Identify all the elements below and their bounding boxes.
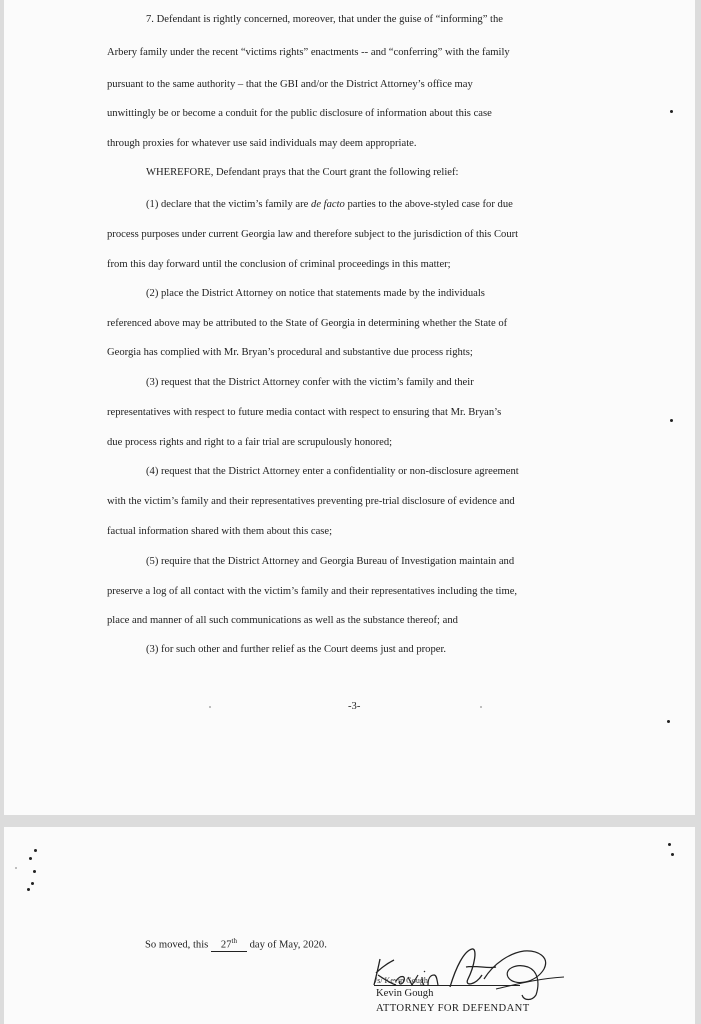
signature-line	[374, 985, 520, 986]
date-prefix: So moved, this	[145, 939, 209, 951]
relief-1-line-2: process purposes under current Georgia law and therefore subject to the jurisdiction of this Court	[107, 229, 519, 240]
relief-2-line-1: (2) place the District Attorney on notice that statements made by the individuals	[146, 288, 485, 299]
paragraph-7-line-4: unwittingly be or become a conduit for the public disclosure of information about this case	[107, 108, 492, 119]
scan-speck	[15, 867, 17, 869]
date-day-blank	[211, 936, 247, 952]
relief-1-text-b: parties to the above-styled case for due	[344, 199, 513, 210]
scan-speck	[670, 110, 673, 113]
date-day: 27	[220, 939, 232, 951]
relief-3-line-2: representatives with respect to future media contact with respect to ensuring that Mr. Bryan’s	[107, 407, 502, 418]
paragraph-7-line-3: pursuant to the same authority – that the GBI and/or the District Attorney’s office may	[107, 79, 473, 90]
date-line	[145, 936, 327, 952]
relief-5-line-3: place and manner of all such communications as well as the substance thereof; and	[107, 615, 458, 626]
relief-5-line-2: preserve a log of all contact with the victim’s family and their representatives including the time,	[107, 586, 518, 597]
relief-4-line-3: factual information shared with them about this case;	[107, 526, 333, 537]
scan-speck	[671, 853, 674, 856]
relief-2-line-3: Georgia has complied with Mr. Bryan’s procedural and substantive due process rights;	[107, 347, 473, 358]
relief-3-line-3: due process rights and right to a fair trial are scrupulously honored;	[107, 437, 393, 448]
relief-1-text-a: (1) declare that the victim’s family are	[146, 199, 312, 210]
scan-speck	[667, 720, 670, 723]
scan-speck	[670, 419, 673, 422]
wherefore-line: WHEREFORE, Defendant prays that the Court grant the following relief:	[146, 167, 459, 178]
scan-speck	[29, 857, 32, 860]
scan-speck	[27, 888, 30, 891]
scan-speck	[31, 882, 34, 885]
relief-6-line-1: (3) for such other and further relief as the Court deems just and proper.	[146, 644, 447, 655]
relief-4-line-2: with the victim’s family and their representatives preventing pre-trial disclosure of evidence and	[107, 496, 515, 507]
date-day-suffix: th	[231, 937, 237, 945]
relief-2-line-2: referenced above may be attributed to the State of Georgia in determining whether the State of	[107, 318, 508, 329]
relief-3-line-1: (3) request that the District Attorney confer with the victim’s family and their	[146, 377, 474, 388]
signer-title: ATTORNEY FOR DEFENDANT	[376, 1003, 530, 1014]
document-page-3	[4, 0, 695, 815]
scan-speck	[668, 843, 671, 846]
scan-speck	[33, 870, 36, 873]
relief-4-line-1: (4) request that the District Attorney enter a confidentiality or non-disclosure agreement	[146, 466, 519, 477]
scan-speck	[34, 849, 37, 852]
page-number: -3-	[348, 701, 361, 712]
paragraph-7-line-2: Arbery family under the recent “victims rights” enactments -- and “conferring” with the family	[107, 47, 510, 58]
signer-name: Kevin Gough	[376, 988, 434, 999]
relief-1-line-3: from this day forward until the conclusion of criminal proceedings in this matter;	[107, 259, 451, 270]
scan-speck	[209, 706, 211, 708]
date-suffix: day of May, 2020.	[249, 939, 327, 951]
paragraph-7-line-1: 7. Defendant is rightly concerned, moreover, that under the guise of “informing” the	[146, 14, 503, 25]
relief-1-italic: de facto	[311, 199, 345, 210]
scan-speck	[480, 706, 482, 708]
document-page-4	[4, 827, 695, 1024]
signature-typed-text: /s/ Kevin Gough	[375, 976, 428, 985]
relief-5-line-1: (5) require that the District Attorney and Georgia Bureau of Investigation maintain and	[146, 556, 515, 567]
paragraph-7-line-5: through proxies for whatever use said individuals may deem appropriate.	[107, 138, 417, 149]
relief-1-line-1	[146, 198, 513, 212]
